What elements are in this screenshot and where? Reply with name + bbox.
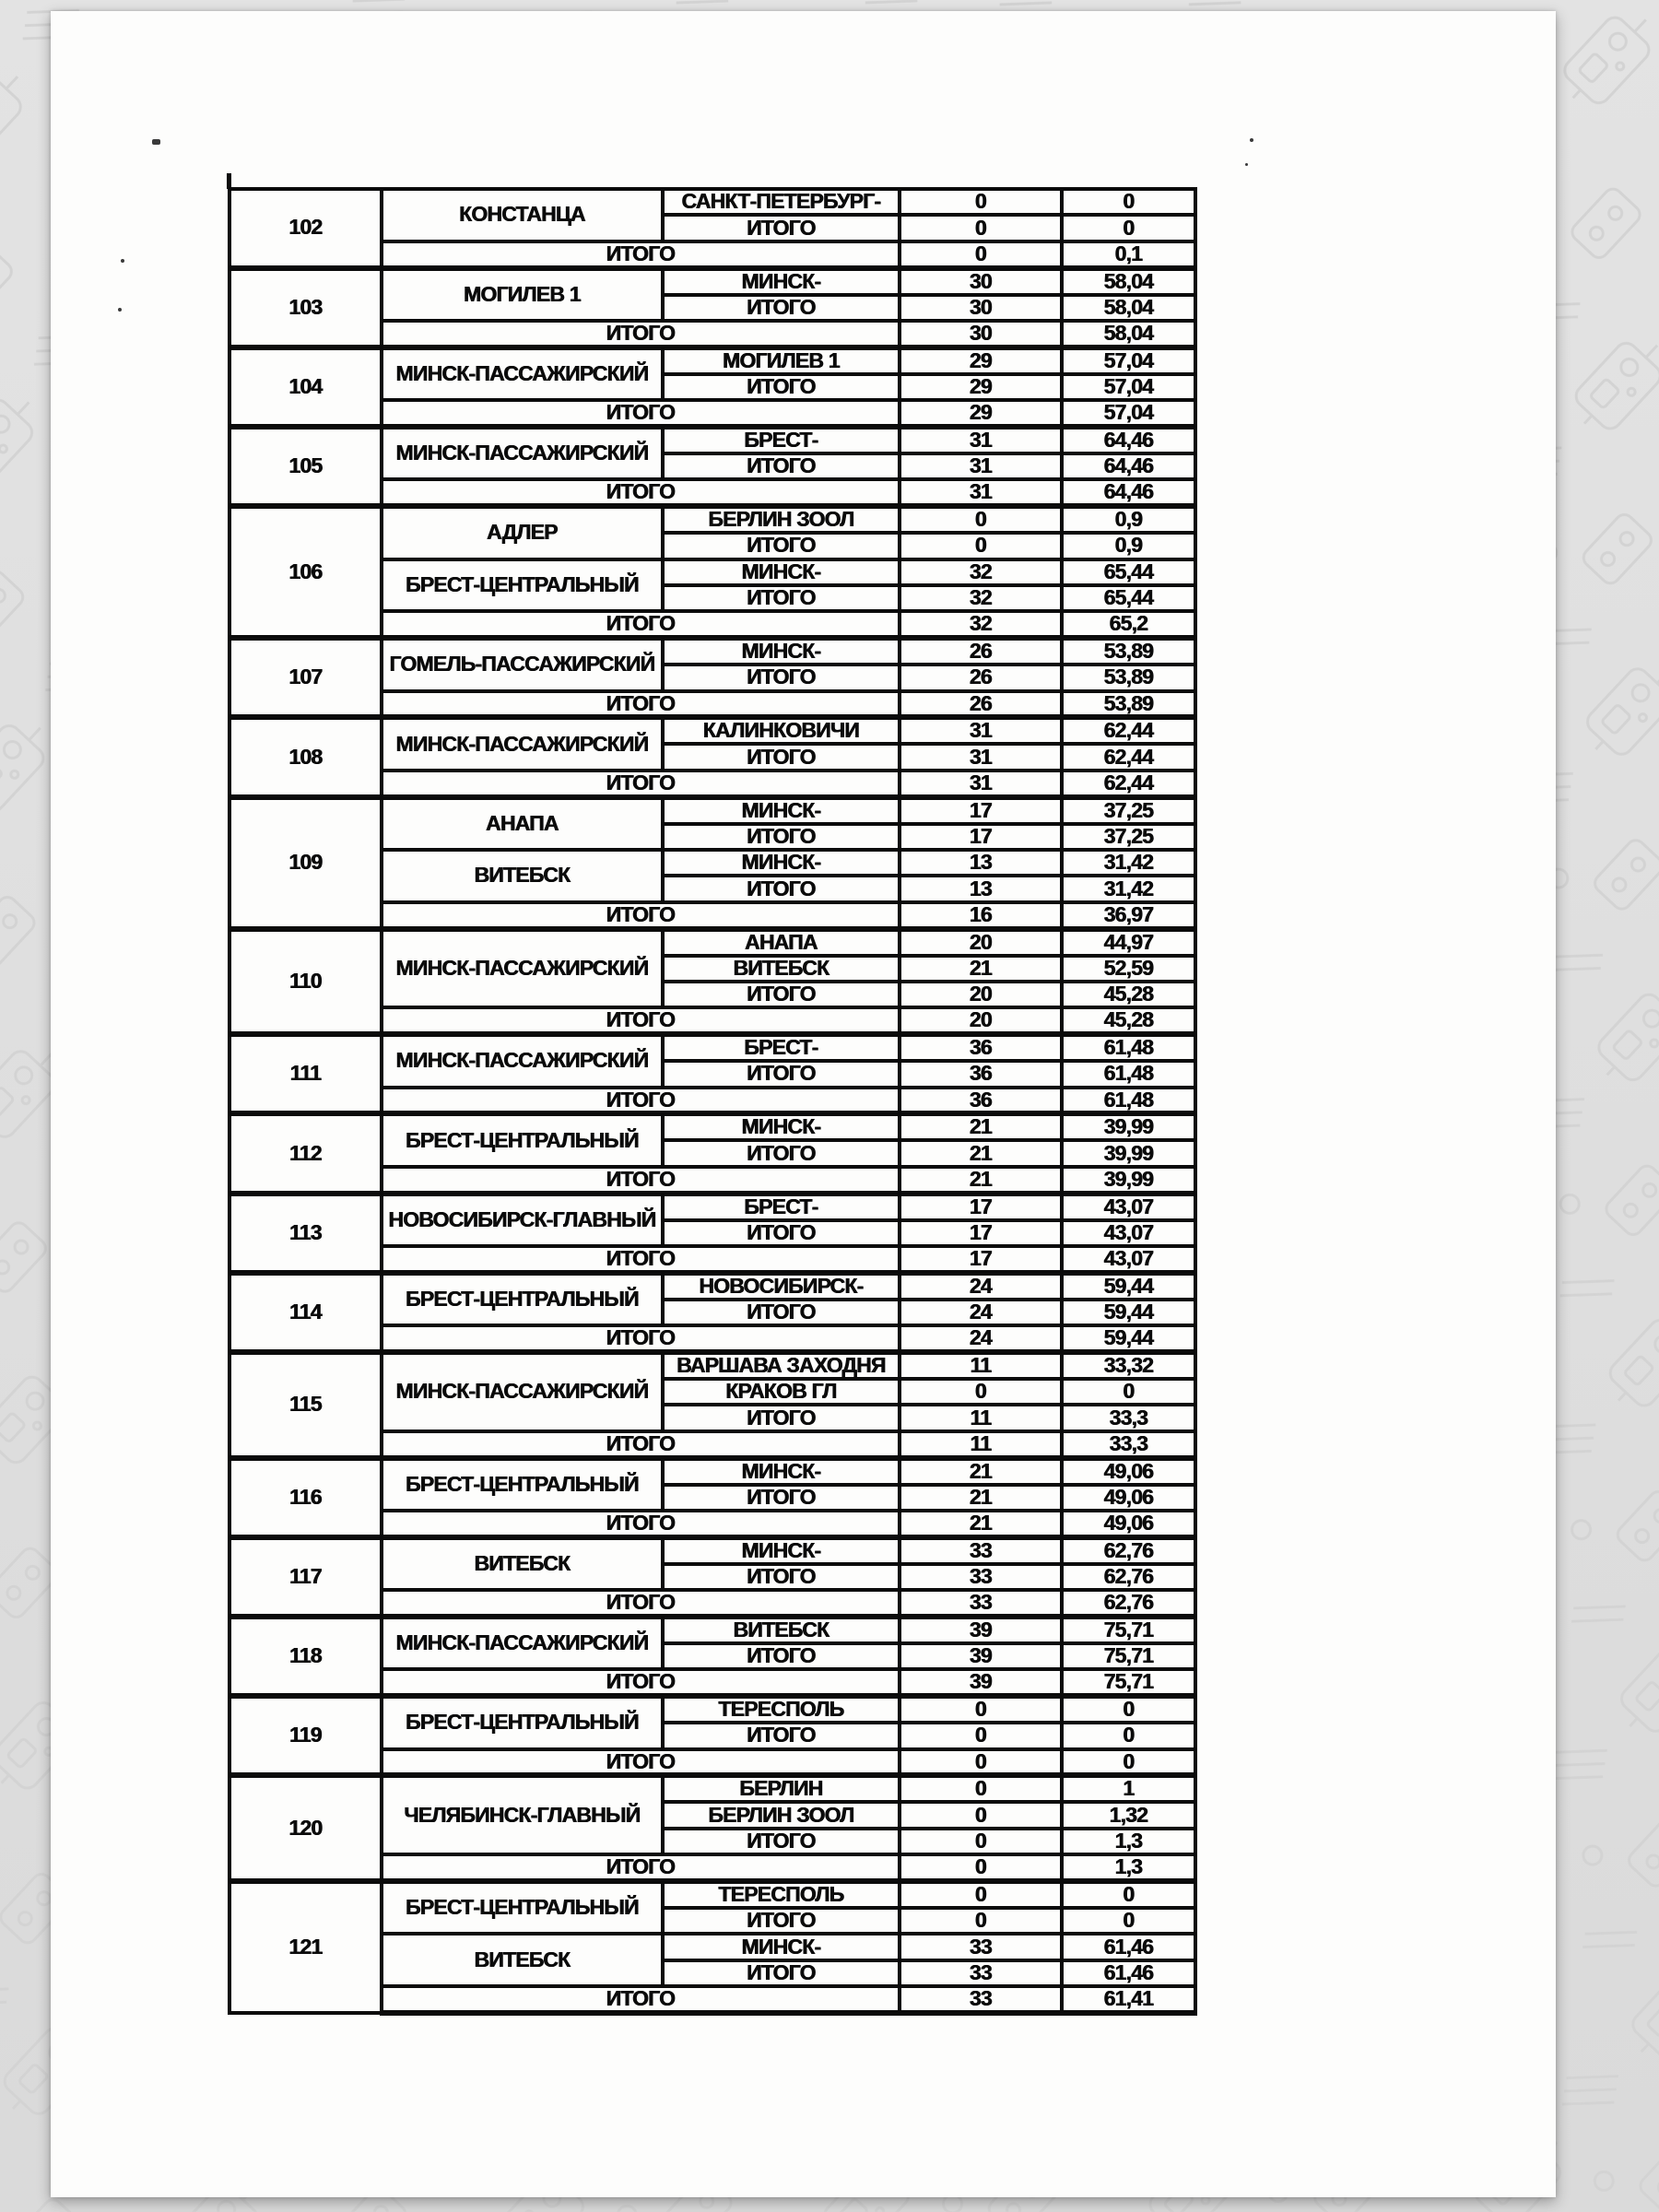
value-cell: 33,3 bbox=[1062, 1405, 1195, 1430]
table-row bbox=[229, 427, 1195, 453]
value-cell: 39,99 bbox=[1062, 1140, 1195, 1166]
station-cell: БРЕСТ-ЦЕНТРАЛЬНЫЙ bbox=[382, 1458, 663, 1511]
scan-speck bbox=[118, 308, 122, 312]
group-total-value-cell: 58,04 bbox=[1062, 321, 1195, 347]
count-cell: 11 bbox=[900, 1352, 1062, 1379]
group-number-cell: 104 bbox=[229, 347, 382, 427]
count-cell: 0 bbox=[900, 533, 1062, 559]
destination-cell: ИТОГО bbox=[663, 1405, 900, 1430]
value-cell: 53,89 bbox=[1062, 638, 1195, 665]
count-cell: 0 bbox=[900, 1802, 1062, 1828]
table-row bbox=[229, 717, 1195, 744]
station-cell: БРЕСТ-ЦЕНТРАЛЬНЫЙ bbox=[382, 1113, 663, 1166]
group-total-value-cell: 53,89 bbox=[1062, 691, 1195, 718]
value-cell: 0 bbox=[1062, 1379, 1195, 1405]
count-cell: 13 bbox=[900, 850, 1062, 876]
station-cell: МИНСК-ПАССАЖИРСКИЙ bbox=[382, 347, 663, 400]
count-cell: 33 bbox=[900, 1960, 1062, 1986]
group-total-label-cell: ИТОГО bbox=[382, 1669, 900, 1696]
group-total-count-cell: 33 bbox=[900, 1986, 1062, 2013]
station-cell: ЧЕЛЯБИНСК-ГЛАВНЫЙ bbox=[382, 1775, 663, 1854]
value-cell: 0 bbox=[1062, 215, 1195, 241]
destination-cell: ВАРШАВА ЗАХОДНЯ bbox=[663, 1352, 900, 1379]
group-total-label-cell: ИТОГО bbox=[382, 1088, 900, 1114]
count-cell: 0 bbox=[900, 1829, 1062, 1854]
station-cell: МИНСК-ПАССАЖИРСКИЙ bbox=[382, 1034, 663, 1087]
count-cell: 21 bbox=[900, 1113, 1062, 1140]
destination-cell: ИТОГО bbox=[663, 982, 900, 1007]
group-total-value-cell: 75,71 bbox=[1062, 1669, 1195, 1696]
group-total-value-cell: 62,76 bbox=[1062, 1590, 1195, 1617]
group-total-count-cell: 29 bbox=[900, 400, 1062, 427]
value-cell: 45,28 bbox=[1062, 982, 1195, 1007]
destination-cell: ТЕРЕСПОЛЬ bbox=[663, 1696, 900, 1723]
destination-cell: ИТОГО bbox=[663, 1829, 900, 1854]
group-number-cell: 121 bbox=[229, 1881, 382, 2013]
count-cell: 39 bbox=[900, 1643, 1062, 1669]
value-cell: 52,59 bbox=[1062, 956, 1195, 982]
scan-speck bbox=[1245, 163, 1248, 166]
station-cell: БРЕСТ-ЦЕНТРАЛЬНЫЙ bbox=[382, 559, 663, 612]
count-cell: 26 bbox=[900, 665, 1062, 690]
count-cell: 0 bbox=[900, 1908, 1062, 1934]
value-cell: 33,32 bbox=[1062, 1352, 1195, 1379]
group-total-value-cell: 39,99 bbox=[1062, 1167, 1195, 1194]
destination-cell: ИТОГО bbox=[663, 1061, 900, 1087]
table-row bbox=[229, 1273, 1195, 1300]
value-cell: 65,44 bbox=[1062, 585, 1195, 611]
value-cell: 0 bbox=[1062, 1723, 1195, 1748]
station-cell: АДЛЕР bbox=[382, 506, 663, 559]
value-cell: 61,46 bbox=[1062, 1960, 1195, 1986]
value-cell: 62,76 bbox=[1062, 1564, 1195, 1590]
destination-cell: САНКТ-ПЕТЕРБУРГ- bbox=[663, 189, 900, 215]
value-cell: 65,44 bbox=[1062, 559, 1195, 585]
destination-cell: ИТОГО bbox=[663, 665, 900, 690]
destination-cell: ВИТЕБСК bbox=[663, 1617, 900, 1643]
destination-cell: ИТОГО bbox=[663, 1723, 900, 1748]
value-cell: 58,04 bbox=[1062, 295, 1195, 321]
value-cell: 0 bbox=[1062, 1908, 1195, 1934]
count-cell: 0 bbox=[900, 1881, 1062, 1908]
group-total-count-cell: 0 bbox=[900, 1854, 1062, 1881]
schedule-table-body bbox=[229, 189, 1195, 2013]
value-cell: 49,06 bbox=[1062, 1485, 1195, 1511]
table-row bbox=[229, 347, 1195, 374]
destination-cell: МИНСК- bbox=[663, 797, 900, 824]
destination-cell: МОГИЛЕВ 1 bbox=[663, 347, 900, 374]
scan-speck bbox=[121, 259, 124, 263]
group-number-cell: 103 bbox=[229, 268, 382, 347]
value-cell: 62,76 bbox=[1062, 1537, 1195, 1564]
value-cell: 1,32 bbox=[1062, 1802, 1195, 1828]
value-cell: 58,04 bbox=[1062, 268, 1195, 295]
value-cell: 37,25 bbox=[1062, 797, 1195, 824]
station-cell: МИНСК-ПАССАЖИРСКИЙ bbox=[382, 1617, 663, 1669]
table-row bbox=[229, 797, 1195, 824]
group-number-cell: 116 bbox=[229, 1458, 382, 1537]
destination-cell: БРЕСТ- bbox=[663, 1034, 900, 1061]
count-cell: 31 bbox=[900, 744, 1062, 770]
count-cell: 17 bbox=[900, 1220, 1062, 1246]
group-total-label-cell: ИТОГО bbox=[382, 1854, 900, 1881]
station-cell: БРЕСТ-ЦЕНТРАЛЬНЫЙ bbox=[382, 1696, 663, 1748]
destination-cell: ИТОГО bbox=[663, 824, 900, 850]
value-cell: 75,71 bbox=[1062, 1643, 1195, 1669]
group-number-cell: 106 bbox=[229, 506, 382, 638]
count-cell: 0 bbox=[900, 215, 1062, 241]
value-cell: 59,44 bbox=[1062, 1300, 1195, 1325]
count-cell: 33 bbox=[900, 1537, 1062, 1564]
group-total-value-cell: 43,07 bbox=[1062, 1246, 1195, 1273]
group-number-cell: 109 bbox=[229, 797, 382, 929]
station-cell: МИНСК-ПАССАЖИРСКИЙ bbox=[382, 929, 663, 1008]
group-total-count-cell: 0 bbox=[900, 1749, 1062, 1776]
group-total-label-cell: ИТОГО bbox=[382, 1749, 900, 1776]
group-total-label-cell: ИТОГО bbox=[382, 1986, 900, 2013]
group-total-label-cell: ИТОГО bbox=[382, 1167, 900, 1194]
group-number-cell: 110 bbox=[229, 929, 382, 1035]
count-cell: 0 bbox=[900, 189, 1062, 215]
count-cell: 0 bbox=[900, 1775, 1062, 1802]
group-total-value-cell: 45,28 bbox=[1062, 1007, 1195, 1034]
group-total-value-cell: 57,04 bbox=[1062, 400, 1195, 427]
value-cell: 75,71 bbox=[1062, 1617, 1195, 1643]
group-total-label-cell: ИТОГО bbox=[382, 1246, 900, 1273]
value-cell: 61,48 bbox=[1062, 1034, 1195, 1061]
destination-cell: ИТОГО bbox=[663, 585, 900, 611]
group-total-label-cell: ИТОГО bbox=[382, 1590, 900, 1617]
group-total-count-cell: 33 bbox=[900, 1590, 1062, 1617]
group-total-label-cell: ИТОГО bbox=[382, 691, 900, 718]
destination-cell: МИНСК- bbox=[663, 268, 900, 295]
group-total-count-cell: 31 bbox=[900, 771, 1062, 797]
group-total-count-cell: 30 bbox=[900, 321, 1062, 347]
count-cell: 30 bbox=[900, 295, 1062, 321]
destination-cell: МИНСК- bbox=[663, 1934, 900, 1959]
value-cell: 0,9 bbox=[1062, 506, 1195, 533]
count-cell: 13 bbox=[900, 876, 1062, 901]
destination-cell: КАЛИНКОВИЧИ bbox=[663, 717, 900, 744]
count-cell: 17 bbox=[900, 824, 1062, 850]
group-total-label-cell: ИТОГО bbox=[382, 611, 900, 638]
group-total-label-cell: ИТОГО bbox=[382, 1007, 900, 1034]
group-total-count-cell: 32 bbox=[900, 611, 1062, 638]
count-cell: 0 bbox=[900, 506, 1062, 533]
destination-cell: ИТОГО bbox=[663, 215, 900, 241]
station-cell: МИНСК-ПАССАЖИРСКИЙ bbox=[382, 1352, 663, 1431]
group-total-value-cell: 33,3 bbox=[1062, 1431, 1195, 1458]
destination-cell: ИТОГО bbox=[663, 453, 900, 479]
schedule-table bbox=[228, 187, 1197, 2016]
table-row bbox=[229, 1113, 1195, 1140]
group-total-label-cell: ИТОГО bbox=[382, 1325, 900, 1352]
value-cell: 43,07 bbox=[1062, 1220, 1195, 1246]
count-cell: 21 bbox=[900, 956, 1062, 982]
group-total-value-cell: 59,44 bbox=[1062, 1325, 1195, 1352]
destination-cell: ИТОГО bbox=[663, 1300, 900, 1325]
group-number-cell: 102 bbox=[229, 189, 382, 268]
value-cell: 0,9 bbox=[1062, 533, 1195, 559]
value-cell: 37,25 bbox=[1062, 824, 1195, 850]
station-cell: БРЕСТ-ЦЕНТРАЛЬНЫЙ bbox=[382, 1273, 663, 1325]
count-cell: 0 bbox=[900, 1723, 1062, 1748]
value-cell: 53,89 bbox=[1062, 665, 1195, 690]
table-row bbox=[229, 1352, 1195, 1379]
count-cell: 29 bbox=[900, 374, 1062, 400]
destination-cell: ИТОГО bbox=[663, 1643, 900, 1669]
count-cell: 26 bbox=[900, 638, 1062, 665]
group-total-count-cell: 39 bbox=[900, 1669, 1062, 1696]
value-cell: 0 bbox=[1062, 189, 1195, 215]
group-number-cell: 108 bbox=[229, 717, 382, 796]
destination-cell: МИНСК- bbox=[663, 1458, 900, 1485]
group-number-cell: 115 bbox=[229, 1352, 382, 1458]
count-cell: 20 bbox=[900, 982, 1062, 1007]
value-cell: 62,44 bbox=[1062, 744, 1195, 770]
group-number-cell: 118 bbox=[229, 1617, 382, 1696]
scan-speck bbox=[1250, 138, 1253, 142]
group-number-cell: 107 bbox=[229, 638, 382, 717]
destination-cell: ИТОГО bbox=[663, 295, 900, 321]
destination-cell: БРЕСТ- bbox=[663, 1194, 900, 1220]
destination-cell: БЕРЛИН ЗООЛ bbox=[663, 506, 900, 533]
group-total-value-cell: 36,97 bbox=[1062, 902, 1195, 929]
destination-cell: ИТОГО bbox=[663, 1485, 900, 1511]
destination-cell: ИТОГО bbox=[663, 374, 900, 400]
table-row bbox=[229, 1775, 1195, 1802]
destination-cell: МИНСК- bbox=[663, 1537, 900, 1564]
group-total-count-cell: 20 bbox=[900, 1007, 1062, 1034]
station-cell: МИНСК-ПАССАЖИРСКИЙ bbox=[382, 717, 663, 770]
destination-cell: ИТОГО bbox=[663, 1960, 900, 1986]
destination-cell: БРЕСТ- bbox=[663, 427, 900, 453]
value-cell: 43,07 bbox=[1062, 1194, 1195, 1220]
group-total-label-cell: ИТОГО bbox=[382, 1511, 900, 1537]
count-cell: 17 bbox=[900, 797, 1062, 824]
value-cell: 59,44 bbox=[1062, 1273, 1195, 1300]
group-total-count-cell: 31 bbox=[900, 479, 1062, 506]
group-total-value-cell: 65,2 bbox=[1062, 611, 1195, 638]
group-number-cell: 111 bbox=[229, 1034, 382, 1113]
group-total-count-cell: 0 bbox=[900, 241, 1062, 268]
group-total-value-cell: 1,3 bbox=[1062, 1854, 1195, 1881]
station-cell: КОНСТАНЦА bbox=[382, 189, 663, 241]
destination-cell: МИНСК- bbox=[663, 638, 900, 665]
table-row bbox=[229, 1617, 1195, 1643]
count-cell: 21 bbox=[900, 1458, 1062, 1485]
destination-cell: ИТОГО bbox=[663, 533, 900, 559]
group-total-label-cell: ИТОГО bbox=[382, 1431, 900, 1458]
group-total-count-cell: 26 bbox=[900, 691, 1062, 718]
group-total-value-cell: 49,06 bbox=[1062, 1511, 1195, 1537]
group-number-cell: 113 bbox=[229, 1194, 382, 1273]
count-cell: 24 bbox=[900, 1300, 1062, 1325]
count-cell: 11 bbox=[900, 1405, 1062, 1430]
destination-cell: БЕРЛИН ЗООЛ bbox=[663, 1802, 900, 1828]
group-total-value-cell: 61,48 bbox=[1062, 1088, 1195, 1114]
group-total-count-cell: 17 bbox=[900, 1246, 1062, 1273]
table-row bbox=[229, 1696, 1195, 1723]
station-cell: ВИТЕБСК bbox=[382, 1537, 663, 1590]
count-cell: 0 bbox=[900, 1696, 1062, 1723]
group-total-label-cell: ИТОГО bbox=[382, 400, 900, 427]
value-cell: 57,04 bbox=[1062, 347, 1195, 374]
table-row bbox=[229, 929, 1195, 956]
value-cell: 62,44 bbox=[1062, 717, 1195, 744]
group-total-value-cell: 0,1 bbox=[1062, 241, 1195, 268]
table-row bbox=[229, 189, 1195, 215]
count-cell: 36 bbox=[900, 1034, 1062, 1061]
destination-cell: НОВОСИБИРСК- bbox=[663, 1273, 900, 1300]
count-cell: 0 bbox=[900, 1379, 1062, 1405]
group-total-count-cell: 11 bbox=[900, 1431, 1062, 1458]
destination-cell: МИНСК- bbox=[663, 559, 900, 585]
group-total-count-cell: 21 bbox=[900, 1167, 1062, 1194]
count-cell: 39 bbox=[900, 1617, 1062, 1643]
group-total-label-cell: ИТОГО bbox=[382, 902, 900, 929]
station-cell: МИНСК-ПАССАЖИРСКИЙ bbox=[382, 427, 663, 479]
destination-cell: ИТОГО bbox=[663, 1564, 900, 1590]
table-row bbox=[229, 1458, 1195, 1485]
value-cell: 61,48 bbox=[1062, 1061, 1195, 1087]
value-cell: 49,06 bbox=[1062, 1458, 1195, 1485]
station-cell: НОВОСИБИРСК-ГЛАВНЫЙ bbox=[382, 1194, 663, 1246]
group-number-cell: 120 bbox=[229, 1775, 382, 1881]
table-row bbox=[229, 1537, 1195, 1564]
value-cell: 0 bbox=[1062, 1881, 1195, 1908]
count-cell: 36 bbox=[900, 1061, 1062, 1087]
destination-cell: ВИТЕБСК bbox=[663, 956, 900, 982]
destination-cell: ИТОГО bbox=[663, 1140, 900, 1166]
group-total-count-cell: 21 bbox=[900, 1511, 1062, 1537]
group-number-cell: 114 bbox=[229, 1273, 382, 1352]
count-cell: 29 bbox=[900, 347, 1062, 374]
group-total-label-cell: ИТОГО bbox=[382, 771, 900, 797]
count-cell: 33 bbox=[900, 1934, 1062, 1959]
station-cell: ВИТЕБСК bbox=[382, 1934, 663, 1986]
destination-cell: МИНСК- bbox=[663, 1113, 900, 1140]
value-cell: 1,3 bbox=[1062, 1829, 1195, 1854]
destination-cell: ИТОГО bbox=[663, 876, 900, 901]
group-total-count-cell: 36 bbox=[900, 1088, 1062, 1114]
destination-cell: ТЕРЕСПОЛЬ bbox=[663, 1881, 900, 1908]
count-cell: 31 bbox=[900, 427, 1062, 453]
destination-cell: БЕРЛИН bbox=[663, 1775, 900, 1802]
group-total-value-cell: 64,46 bbox=[1062, 479, 1195, 506]
count-cell: 21 bbox=[900, 1485, 1062, 1511]
group-number-cell: 105 bbox=[229, 427, 382, 506]
group-total-value-cell: 62,44 bbox=[1062, 771, 1195, 797]
station-cell: АНАПА bbox=[382, 797, 663, 850]
station-cell: ВИТЕБСК bbox=[382, 850, 663, 902]
destination-cell: КРАКОВ ГЛ bbox=[663, 1379, 900, 1405]
table-row bbox=[229, 638, 1195, 665]
table-row bbox=[229, 1881, 1195, 1908]
station-cell: БРЕСТ-ЦЕНТРАЛЬНЫЙ bbox=[382, 1881, 663, 1934]
scan-speck bbox=[152, 139, 160, 145]
value-cell: 61,46 bbox=[1062, 1934, 1195, 1959]
count-cell: 31 bbox=[900, 453, 1062, 479]
table-row bbox=[229, 506, 1195, 533]
count-cell: 32 bbox=[900, 559, 1062, 585]
station-cell: ГОМЕЛЬ-ПАССАЖИРСКИЙ bbox=[382, 638, 663, 690]
group-number-cell: 119 bbox=[229, 1696, 382, 1775]
group-total-count-cell: 16 bbox=[900, 902, 1062, 929]
count-cell: 31 bbox=[900, 717, 1062, 744]
group-total-value-cell: 61,41 bbox=[1062, 1986, 1195, 2013]
value-cell: 1 bbox=[1062, 1775, 1195, 1802]
group-total-value-cell: 0 bbox=[1062, 1749, 1195, 1776]
group-number-cell: 112 bbox=[229, 1113, 382, 1193]
table-row bbox=[229, 268, 1195, 295]
group-total-label-cell: ИТОГО bbox=[382, 321, 900, 347]
count-cell: 21 bbox=[900, 1140, 1062, 1166]
destination-cell: АНАПА bbox=[663, 929, 900, 956]
value-cell: 0 bbox=[1062, 1696, 1195, 1723]
group-number-cell: 117 bbox=[229, 1537, 382, 1617]
destination-cell: ИТОГО bbox=[663, 744, 900, 770]
destination-cell: ИТОГО bbox=[663, 1908, 900, 1934]
count-cell: 33 bbox=[900, 1564, 1062, 1590]
count-cell: 30 bbox=[900, 268, 1062, 295]
table-row bbox=[229, 1194, 1195, 1220]
destination-cell: ИТОГО bbox=[663, 1220, 900, 1246]
value-cell: 64,46 bbox=[1062, 453, 1195, 479]
station-cell: МОГИЛЕВ 1 bbox=[382, 268, 663, 321]
value-cell: 31,42 bbox=[1062, 876, 1195, 901]
group-total-label-cell: ИТОГО bbox=[382, 479, 900, 506]
destination-cell: МИНСК- bbox=[663, 850, 900, 876]
count-cell: 32 bbox=[900, 585, 1062, 611]
table-row bbox=[229, 1034, 1195, 1061]
group-total-label-cell: ИТОГО bbox=[382, 241, 900, 268]
group-total-count-cell: 24 bbox=[900, 1325, 1062, 1352]
count-cell: 20 bbox=[900, 929, 1062, 956]
count-cell: 24 bbox=[900, 1273, 1062, 1300]
count-cell: 17 bbox=[900, 1194, 1062, 1220]
value-cell: 64,46 bbox=[1062, 427, 1195, 453]
value-cell: 39,99 bbox=[1062, 1113, 1195, 1140]
value-cell: 44,97 bbox=[1062, 929, 1195, 956]
value-cell: 31,42 bbox=[1062, 850, 1195, 876]
value-cell: 57,04 bbox=[1062, 374, 1195, 400]
